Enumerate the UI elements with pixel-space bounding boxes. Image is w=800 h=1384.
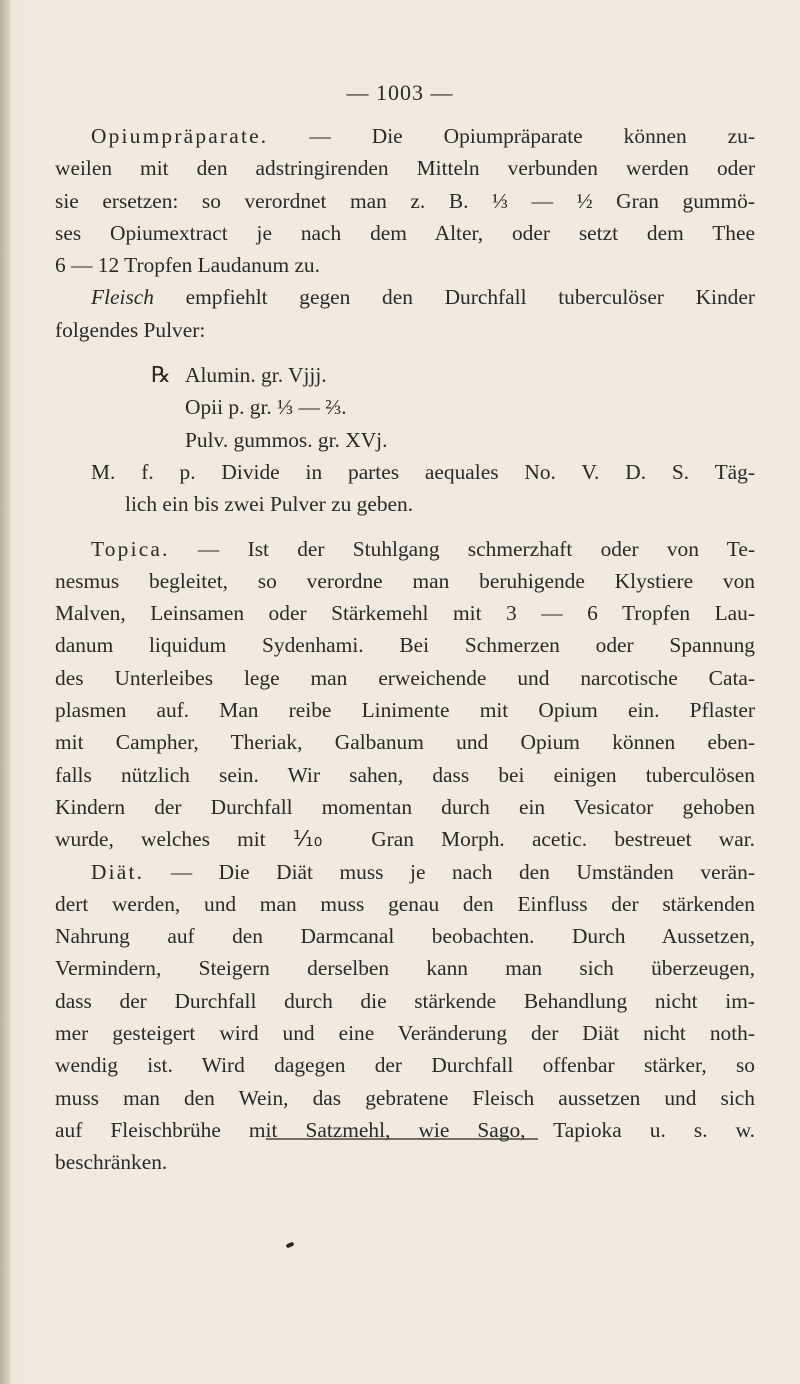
text-line: Opiumpräparate. — Die Opiumpräparate können zu- — [91, 124, 755, 148]
paragraph-topica — [55, 533, 755, 856]
text-line: wurde, welches mit ⅒ Gran Morph. acetic. bestreuet war. — [55, 827, 755, 852]
text-line: dert werden, und man muss genau den Einfluss der stärkenden — [55, 891, 755, 916]
text-line: Kindern der Durchfall momentan durch ein Vesicator gehoben — [55, 794, 755, 819]
prescription-instructions — [55, 456, 755, 521]
text-line: sie ersetzen: so verordnet man z. B. ⅓ — ½ Gran gummö- — [55, 188, 755, 213]
text-line: ses Opiumextract je nach dem Alter, oder setzt dem Thee — [55, 220, 755, 245]
text-line: mit Campher, Theriak, Galbanum und Opium können eben- — [55, 730, 755, 755]
text-line: Nahrung auf den Darmcanal beobachten. Durch Aussetzen, — [55, 924, 755, 949]
recipe-symbol-icon: ℞ — [151, 362, 171, 388]
section-lead-word: Opiumpräparate. — [91, 124, 269, 148]
text-line: danum liquidum Sydenhami. Bei Schmerzen oder Spannung — [55, 633, 755, 658]
text-line: wendig ist. Wird dagegen der Durchfall offenbar stärker, so — [55, 1053, 755, 1078]
prescription-line — [151, 359, 755, 391]
paragraph-fleisch — [55, 281, 755, 346]
text-line: lich ein bis zwei Pulver zu geben. — [125, 492, 414, 517]
text-line: M. f. p. Divide in partes aequales No. V. D. S. Täg- — [91, 459, 755, 484]
text-line: folgendes Pulver: — [55, 317, 206, 342]
text-line: Malven, Leinsamen oder Stärkemehl mit 3 — 6 Tropfen Lau- — [55, 601, 755, 626]
paragraph-opiumpraeparate — [55, 120, 755, 281]
text-line: nesmus begleitet, so verordne man beruhigende Klystiere von — [55, 568, 755, 593]
text-line: des Unterleibes lege man erweichende und narcotische Cata- — [55, 665, 755, 690]
text-line: mer gesteigert wird und eine Veränderung der Diät nicht noth- — [55, 1021, 755, 1046]
text-line: 6 — 12 Tropfen Laudanum zu. — [55, 253, 320, 278]
prescription-item: Alumin. gr. Vjjj. — [185, 363, 327, 388]
text-line: auf Fleischbrühe mit Satzmehl, wie Sago, Tapioka u. s. w. — [55, 1117, 755, 1142]
page-binding-edge — [0, 0, 10, 1384]
text-line: Topica. — Ist der Stuhlgang schmerzhaft oder von Te- — [91, 536, 755, 561]
paragraph-diaet — [55, 856, 755, 1179]
text-line: weilen mit den adstringirenden Mitteln verbunden werden oder — [55, 156, 755, 181]
ink-blot — [286, 1241, 295, 1248]
text-line: Diät. — Die Diät muss je nach den Umständen verän- — [91, 859, 755, 884]
prescription-item: Opii p. gr. ⅓ — ⅔. — [185, 395, 347, 420]
prescription — [55, 359, 755, 456]
text-line: dass der Durchfall durch die stärkende Behandlung nicht im- — [55, 988, 755, 1013]
section-lead-word: Diät. — [91, 859, 145, 884]
text-line: Fleisch empfiehlt gegen den Durchfall tuberculöser Kinder — [91, 285, 755, 310]
prescription-item: Pulv. gummos. gr. XVj. — [185, 427, 388, 452]
section-lead-word: Topica. — [91, 536, 170, 561]
page-number: — 1003 — — [346, 80, 454, 105]
text-line: beschränken. — [55, 1150, 168, 1175]
page-body — [55, 120, 755, 1179]
section-end-rule — [266, 1138, 538, 1140]
text-line: Vermindern, Steigern derselben kann man sich überzeugen, — [55, 956, 755, 981]
text-line: plasmen auf. Man reibe Linimente mit Opium ein. Pflaster — [55, 698, 755, 723]
text-line: muss man den Wein, das gebratene Fleisch aussetzen und sich — [55, 1085, 755, 1110]
text-line: falls nützlich sein. Wir sahen, dass bei einigen tuberculösen — [55, 762, 755, 787]
author-name: Fleisch — [91, 285, 154, 310]
